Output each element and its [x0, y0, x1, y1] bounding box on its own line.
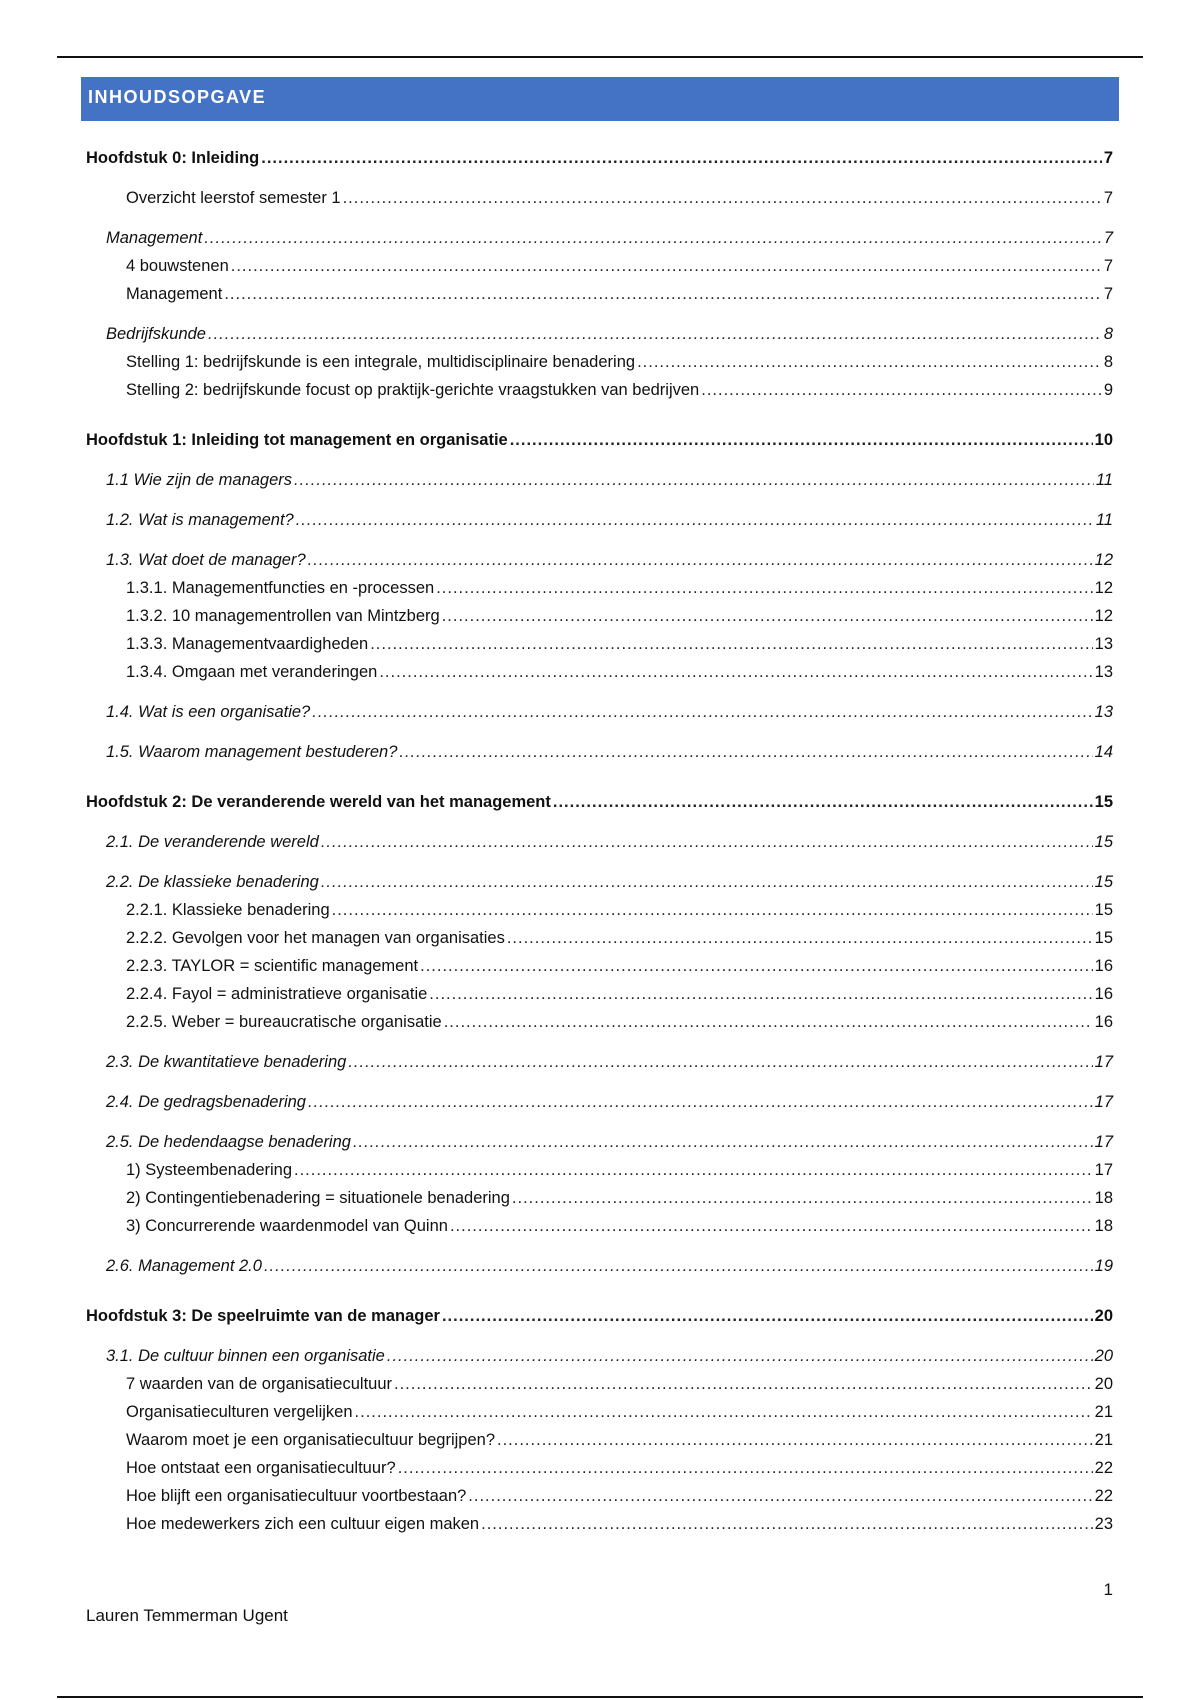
dot-leader	[637, 348, 1102, 376]
dot-leader	[507, 924, 1093, 952]
dot-leader	[468, 1482, 1092, 1510]
toc-entry[interactable]	[86, 1398, 1113, 1426]
toc-entry-page: 22	[1094, 1459, 1113, 1477]
toc-entry[interactable]	[86, 1128, 1113, 1156]
toc-entry-title: Organisatieculturen vergelijken	[126, 1403, 353, 1421]
toc-entry[interactable]	[86, 466, 1113, 494]
toc-entry-title: 1.3.1. Managementfuncties en -processen	[126, 579, 435, 597]
toc-heading: INHOUDSOPGAVE	[88, 87, 267, 107]
toc-entry[interactable]	[86, 868, 1113, 896]
dot-leader	[343, 184, 1102, 212]
toc-entry[interactable]	[86, 1510, 1113, 1538]
toc-entry[interactable]	[86, 574, 1113, 602]
toc-entry[interactable]	[86, 1008, 1113, 1036]
toc-entry-page: 11	[1095, 471, 1113, 489]
toc-entry-page: 15	[1094, 929, 1113, 947]
dot-leader	[379, 658, 1092, 686]
dot-leader	[510, 426, 1093, 454]
toc-entry-title: Hoofdstuk 0: Inleiding	[86, 149, 260, 167]
toc-entry-page: 13	[1094, 663, 1113, 681]
toc-entry-title: 7 waarden van de organisatiecultuur	[126, 1375, 393, 1393]
toc-entry[interactable]	[86, 698, 1113, 726]
dot-leader	[294, 1156, 1093, 1184]
toc-entry-title: 2.2. De klassieke benadering	[106, 873, 319, 891]
dot-leader	[321, 828, 1093, 856]
toc-entry-title: Hoe blijft een organisatiecultuur voortbestaan?	[126, 1487, 467, 1505]
dot-leader	[497, 1426, 1093, 1454]
footer-author: Lauren Temmerman Ugent	[86, 1606, 288, 1625]
dot-leader	[261, 144, 1102, 172]
toc-entry-page: 11	[1095, 511, 1113, 529]
toc-entry-page: 16	[1094, 957, 1113, 975]
toc-entry-page: 17	[1094, 1053, 1113, 1071]
toc-entry-title: 2.6. Management 2.0	[106, 1257, 262, 1275]
toc-entry[interactable]	[86, 924, 1113, 952]
page-number: 1	[1103, 1580, 1113, 1599]
toc-entry[interactable]	[86, 602, 1113, 630]
dot-leader	[420, 952, 1093, 980]
toc-entry-title: 2.2.1. Klassieke benadering	[126, 901, 330, 919]
toc-entry-title: Hoe medewerkers zich een cultuur eigen maken	[126, 1515, 480, 1533]
dot-leader	[332, 896, 1093, 924]
toc-entry-page: 17	[1094, 1161, 1113, 1179]
toc-entry[interactable]	[86, 1370, 1113, 1398]
toc-entry[interactable]	[86, 1302, 1113, 1330]
dot-leader	[442, 1302, 1093, 1330]
toc-entry-page: 7	[1103, 285, 1113, 303]
toc-entry-title: Hoofdstuk 1: Inleiding tot management en organisatie	[86, 431, 508, 449]
dot-leader	[308, 546, 1093, 574]
toc-entry-page: 7	[1103, 257, 1113, 275]
dot-leader	[294, 466, 1094, 494]
toc-entry-page: 21	[1094, 1431, 1113, 1449]
dot-leader	[353, 1128, 1093, 1156]
toc-entry-title: 3) Concurrerende waardenmodel van Quinn	[126, 1217, 448, 1235]
toc-entry-page: 7	[1103, 149, 1113, 167]
toc-entry-page: 13	[1094, 703, 1113, 721]
toc-entry-title: Hoe ontstaat een organisatiecultuur?	[126, 1459, 396, 1477]
dot-leader	[481, 1510, 1093, 1538]
toc-entry[interactable]	[86, 506, 1113, 534]
toc-entry-page: 17	[1094, 1133, 1113, 1151]
dot-leader	[387, 1342, 1093, 1370]
toc-entry-title: 2.2.5. Weber = bureaucratische organisatie	[126, 1013, 442, 1031]
toc-entry-title: Management	[126, 285, 223, 303]
toc-entry-page: 21	[1094, 1403, 1113, 1421]
dot-leader	[231, 252, 1102, 280]
toc-entry-title: 1.4. Wat is een organisatie?	[106, 703, 311, 721]
toc-entry-page: 23	[1094, 1515, 1113, 1533]
dot-leader	[553, 788, 1093, 816]
toc-entry[interactable]	[86, 788, 1113, 816]
dot-leader	[224, 280, 1102, 308]
toc-entry[interactable]	[86, 896, 1113, 924]
toc-entry-page: 19	[1094, 1257, 1113, 1275]
toc-entry[interactable]	[86, 280, 1113, 308]
toc-entry-page: 20	[1094, 1375, 1113, 1393]
toc-entry-title: 1.2. Wat is management?	[106, 511, 294, 529]
toc-entry-title: 2.5. De hedendaagse benadering	[106, 1133, 351, 1151]
toc-entry-title: 2.2.3. TAYLOR = scientific management	[126, 957, 419, 975]
dot-leader	[312, 698, 1092, 726]
toc-entry[interactable]	[86, 1252, 1113, 1280]
dot-leader	[394, 1370, 1093, 1398]
toc-entry[interactable]	[86, 252, 1113, 280]
toc-entry[interactable]	[86, 1088, 1113, 1116]
toc-entry-title: Management	[106, 229, 203, 247]
dot-leader	[296, 506, 1094, 534]
toc-entry[interactable]	[86, 630, 1113, 658]
toc-entry-title: 1.3.3. Managementvaardigheden	[126, 635, 369, 653]
toc-entry-title: 1.1 Wie zijn de managers	[106, 471, 293, 489]
toc-entry-page: 16	[1094, 985, 1113, 1003]
toc-entry-title: Stelling 2: bedrijfskunde focust op praktijk-gerichte vraagstukken van bedrijven	[126, 381, 700, 399]
toc-entry-page: 15	[1094, 833, 1113, 851]
toc-entry[interactable]	[86, 738, 1113, 766]
toc-entry-title: Bedrijfskunde	[106, 325, 206, 343]
toc-entry-page: 13	[1094, 635, 1113, 653]
toc-entry-page: 18	[1094, 1217, 1113, 1235]
toc-entry-page: 15	[1094, 873, 1113, 891]
toc-entry-page: 8	[1103, 325, 1113, 343]
toc-entry-title: 2.1. De veranderende wereld	[106, 833, 319, 851]
toc-entry-page: 10	[1094, 431, 1113, 449]
toc-entry-title: 2) Contingentiebenadering = situationele benadering	[126, 1189, 510, 1207]
dot-leader	[308, 1088, 1093, 1116]
table-of-contents	[86, 144, 1113, 1538]
dot-leader	[398, 1454, 1093, 1482]
toc-entry[interactable]	[86, 348, 1113, 376]
toc-entry[interactable]	[86, 952, 1113, 980]
toc-entry-title: 2.2.4. Fayol = administratieve organisatie	[126, 985, 428, 1003]
toc-entry[interactable]	[86, 144, 1113, 172]
dot-leader	[370, 630, 1092, 658]
toc-entry-title: Overzicht leerstof semester 1	[126, 189, 341, 207]
toc-entry[interactable]	[86, 426, 1113, 454]
toc-entry[interactable]	[86, 658, 1113, 686]
dot-leader	[264, 1252, 1093, 1280]
toc-entry-page: 18	[1094, 1189, 1113, 1207]
toc-entry[interactable]	[86, 376, 1113, 404]
toc-entry-title: Hoofdstuk 3: De speelruimte van de manager	[86, 1307, 440, 1325]
toc-entry[interactable]	[86, 1426, 1113, 1454]
toc-entry[interactable]	[86, 546, 1113, 574]
toc-entry-page: 7	[1103, 189, 1113, 207]
dot-leader	[399, 738, 1092, 766]
toc-entry-page: 15	[1094, 793, 1113, 811]
dot-leader	[355, 1398, 1093, 1426]
toc-entry[interactable]	[86, 1156, 1113, 1184]
toc-entry-page: 20	[1094, 1347, 1113, 1365]
toc-entry-title: 2.3. De kwantitatieve benadering	[106, 1053, 347, 1071]
toc-entry-page: 22	[1094, 1487, 1113, 1505]
bottom-rule	[57, 1696, 1143, 1698]
toc-entry-page: 8	[1103, 353, 1113, 371]
toc-entry-page: 12	[1094, 579, 1113, 597]
toc-entry[interactable]	[86, 1342, 1113, 1370]
dot-leader	[429, 980, 1092, 1008]
dot-leader	[204, 224, 1102, 252]
toc-entry[interactable]	[86, 828, 1113, 856]
toc-entry-page: 15	[1094, 901, 1113, 919]
toc-entry-title: 2.2.2. Gevolgen voor het managen van organisaties	[126, 929, 505, 947]
toc-entry[interactable]	[86, 320, 1113, 348]
toc-entry-page: 20	[1094, 1307, 1113, 1325]
dot-leader	[442, 602, 1093, 630]
dot-leader	[208, 320, 1102, 348]
toc-entry-page: 7	[1103, 229, 1113, 247]
toc-entry-page: 12	[1094, 551, 1113, 569]
toc-entry-title: 1.3.4. Omgaan met veranderingen	[126, 663, 378, 681]
toc-entry[interactable]	[86, 224, 1113, 252]
toc-entry-page: 9	[1103, 381, 1113, 399]
dot-leader	[348, 1048, 1092, 1076]
toc-entry[interactable]	[86, 1184, 1113, 1212]
toc-entry-title: 1.5. Waarom management bestuderen?	[106, 743, 398, 761]
toc-entry-title: 1.3.2. 10 managementrollen van Mintzberg	[126, 607, 440, 625]
toc-heading-banner	[81, 77, 1119, 121]
toc-entry-page: 17	[1094, 1093, 1113, 1111]
toc-entry[interactable]	[86, 1454, 1113, 1482]
toc-entry-page: 14	[1094, 743, 1113, 761]
dot-leader	[512, 1184, 1093, 1212]
toc-entry-title: Hoofdstuk 2: De veranderende wereld van het management	[86, 793, 551, 811]
toc-entry[interactable]	[86, 980, 1113, 1008]
toc-entry[interactable]	[86, 1212, 1113, 1240]
toc-entry-title: 2.4. De gedragsbenadering	[106, 1093, 306, 1111]
toc-entry-page: 12	[1094, 607, 1113, 625]
dot-leader	[436, 574, 1092, 602]
dot-leader	[701, 376, 1102, 404]
top-rule	[57, 56, 1143, 58]
dot-leader	[450, 1212, 1093, 1240]
toc-entry-title: 1.3. Wat doet de manager?	[106, 551, 306, 569]
toc-entry[interactable]	[86, 184, 1113, 212]
toc-entry-title: 1) Systeembenadering	[126, 1161, 293, 1179]
toc-entry-page: 16	[1094, 1013, 1113, 1031]
dot-leader	[321, 868, 1093, 896]
toc-entry-title: Waarom moet je een organisatiecultuur begrijpen?	[126, 1431, 496, 1449]
toc-entry-title: 3.1. De cultuur binnen een organisatie	[106, 1347, 385, 1365]
toc-entry-title: Stelling 1: bedrijfskunde is een integrale, multidisciplinaire benadering	[126, 353, 636, 371]
toc-entry[interactable]	[86, 1482, 1113, 1510]
toc-entry-title: 4 bouwstenen	[126, 257, 229, 275]
toc-entry[interactable]	[86, 1048, 1113, 1076]
dot-leader	[444, 1008, 1093, 1036]
